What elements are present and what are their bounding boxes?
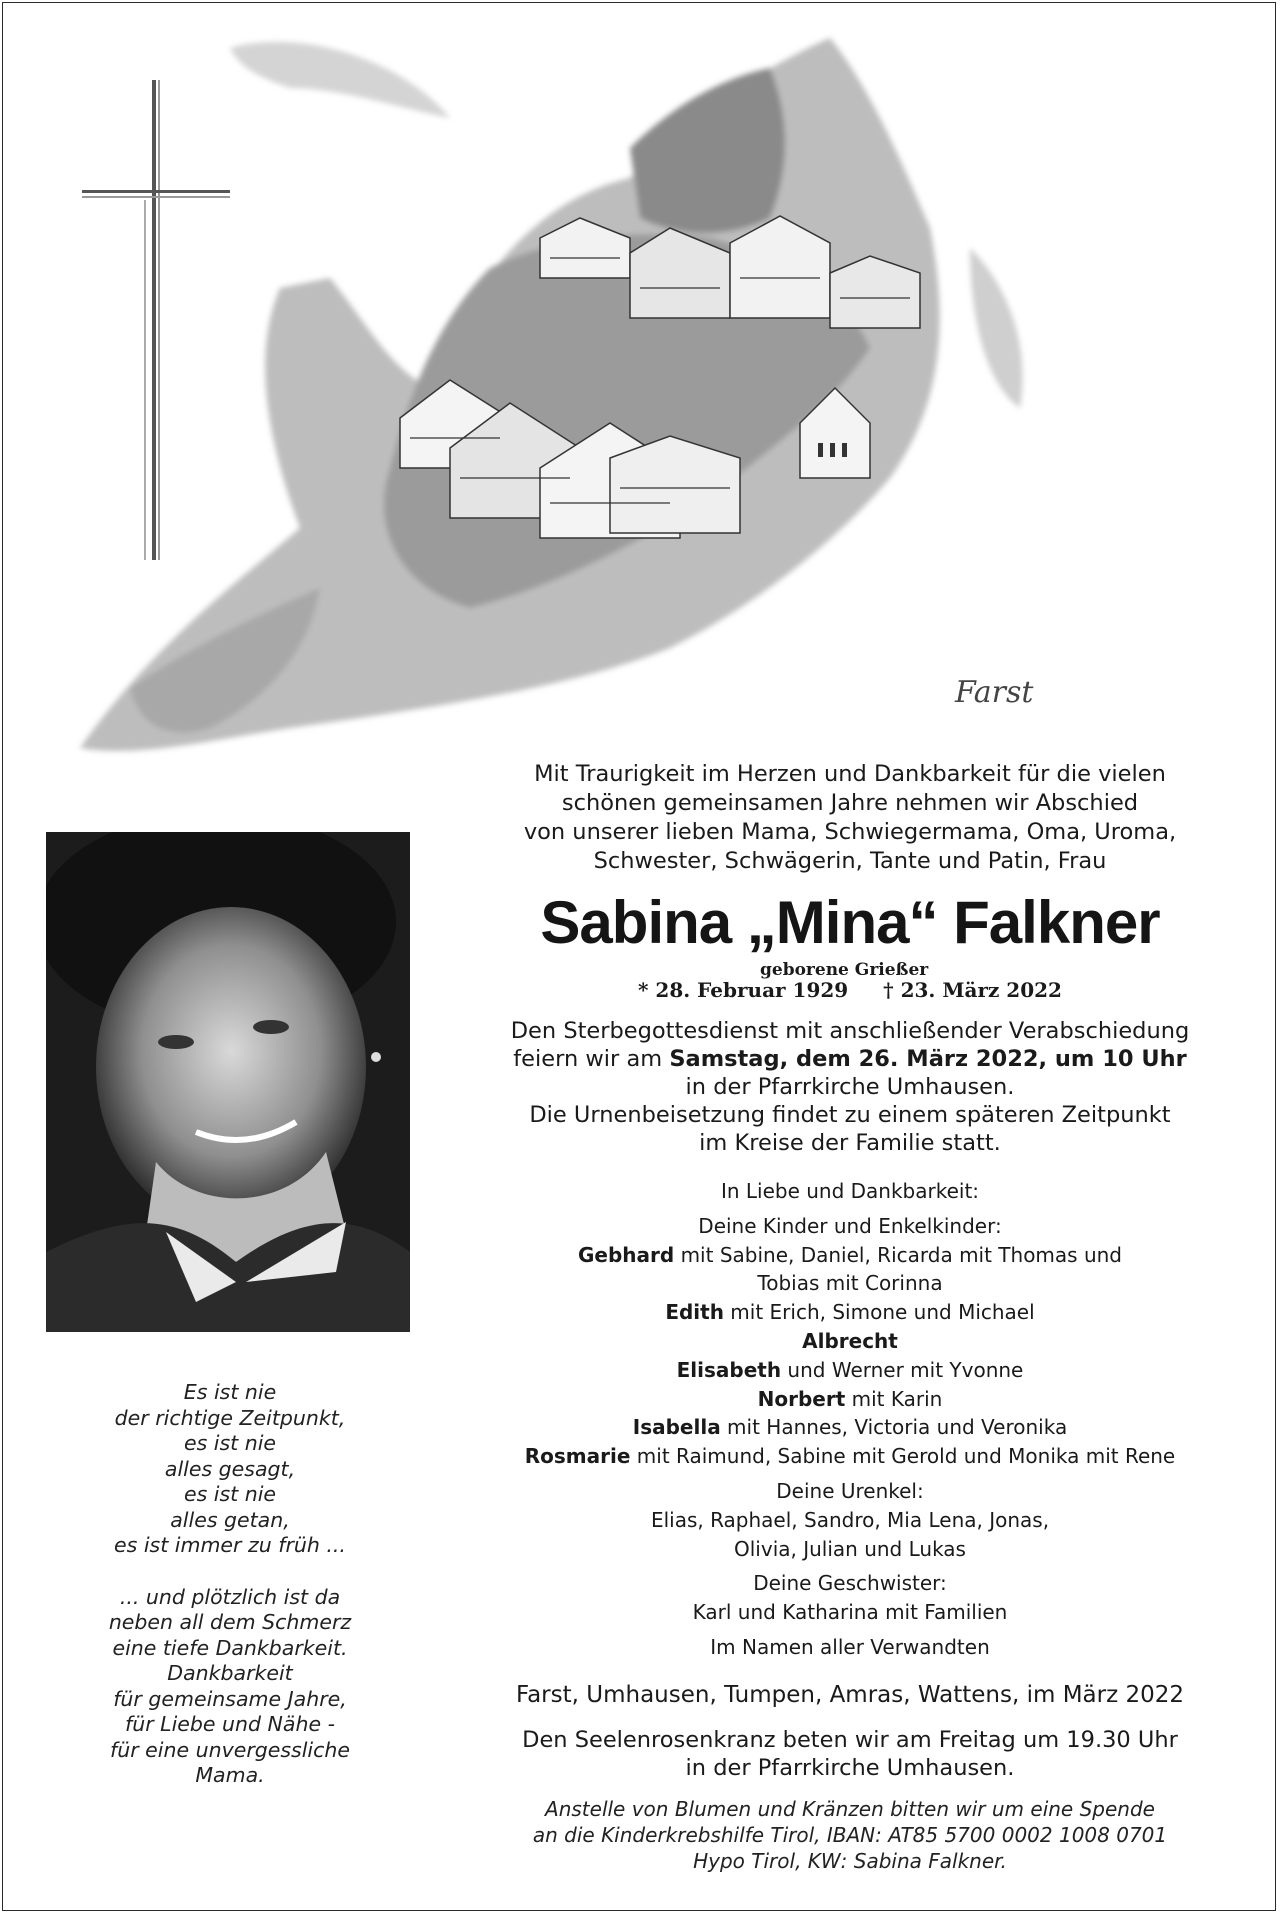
poem-line: es ist nie xyxy=(183,1482,277,1506)
family-heading: In Liebe und Dankbarkeit: xyxy=(720,1179,980,1203)
life-dates xyxy=(470,978,1230,1002)
relatives-line: Im Namen aller Verwandten xyxy=(710,1634,990,1659)
family-list xyxy=(470,1177,1230,1662)
rosary-text: Den Seelenrosenkranz beten wir am Freitag um 19.30 Uhr in der Pfarrkirche Umhausen. xyxy=(522,1727,1178,1781)
poem-line: es ist immer zu früh ... xyxy=(114,1533,346,1557)
family-line: Elias, Raphael, Sandro, Mia Lena, Jonas, xyxy=(650,1507,1050,1532)
death-date: † 23. März 2022 xyxy=(883,978,1062,1002)
birth-date: * 28. Februar 1929 xyxy=(638,978,849,1002)
family-line: Olivia, Julian und Lukas xyxy=(734,1536,966,1561)
donation-text: Anstelle von Blumen und Kränzen bitten wir um eine Spende an die Kinderkrebshilfe Tirol, IBAN: AT85 5700 0002 1008 0701 Hypo Tirol, KW: Sabina Falkner. xyxy=(532,1797,1168,1873)
family-line: Norbert mit Karin xyxy=(757,1386,943,1411)
family-line: Isabella mit Hannes, Victoria und Veronika xyxy=(632,1415,1068,1440)
poem-line: eine tiefe Dankbarkeit. xyxy=(112,1635,348,1660)
family-line: Tobias mit Corinna xyxy=(757,1271,943,1296)
portrait-photo xyxy=(46,832,410,1332)
poem-line: für Liebe und Nähe - xyxy=(125,1712,335,1736)
children-heading: Deine Kinder und Enkelkinder: xyxy=(698,1213,1002,1238)
service-date: Samstag, dem 26. März 2022, um 10 Uhr xyxy=(669,1046,1187,1072)
family-line: Karl und Katharina mit Familien xyxy=(692,1600,1008,1625)
poem-line: alles getan, xyxy=(170,1507,290,1532)
village-watercolor-illustration xyxy=(70,28,1070,788)
poem-line: ... und plötzlich ist da xyxy=(119,1584,341,1609)
deceased-name: Sabina „Mina“ Falkner xyxy=(540,889,1160,956)
family-line: Edith mit Erich, Simone und Michael xyxy=(665,1300,1035,1325)
poem-line: alles gesagt, xyxy=(164,1456,296,1481)
poem-line: es ist nie xyxy=(183,1431,277,1455)
artist-signature: Farst xyxy=(955,675,1034,710)
poem-line: Dankbarkeit xyxy=(167,1661,293,1685)
poem-line: Es ist nie xyxy=(183,1380,277,1404)
intro-text: Mit Traurigkeit im Herzen und Dankbarkeit für die vielen schönen gemeinsamen Jahre nehmen wir Abschied von unserer lieben Mama, Schwiegermama, Oma, Uroma, Schwester, Schwägerin, Tante und Patin, Frau xyxy=(523,761,1177,874)
family-line: Rosmarie mit Raimund, Sabine mit Gerold und Monika mit Rene xyxy=(524,1444,1176,1469)
places-date-line: Farst, Umhausen, Tumpen, Amras, Wattens, im März 2022 xyxy=(515,1682,1185,1708)
maiden-name: geborene Grießer xyxy=(760,960,929,980)
poem-line: der richtige Zeitpunkt, xyxy=(114,1405,346,1430)
family-line: Gebhard mit Sabine, Daniel, Ricarda mit Thomas und xyxy=(578,1242,1122,1267)
family-line: Elisabeth und Werner mit Yvonne xyxy=(676,1357,1024,1382)
poem-line: neben all dem Schmerz xyxy=(108,1610,352,1634)
great-grandchildren-heading: Deine Urenkel: xyxy=(776,1478,924,1503)
family-line: Albrecht xyxy=(802,1328,898,1353)
poem-line: für eine unvergessliche xyxy=(110,1737,350,1762)
siblings-heading: Deine Geschwister: xyxy=(753,1571,947,1596)
poem xyxy=(60,1380,400,1789)
poem-line: für gemeinsame Jahre, xyxy=(113,1686,347,1711)
funeral-service-text: Den Sterbegottesdienst mit anschließender Verabschiedung feiern wir am Samstag, dem 26. März 2022, um 10 Uhr in der Pfarrkirche Umhausen. Die Urnenbeisetzung findet zu einem späteren Zeitpunkt im Kreise der Familie statt. xyxy=(510,1018,1190,1156)
poem-line: Mama. xyxy=(195,1763,265,1787)
